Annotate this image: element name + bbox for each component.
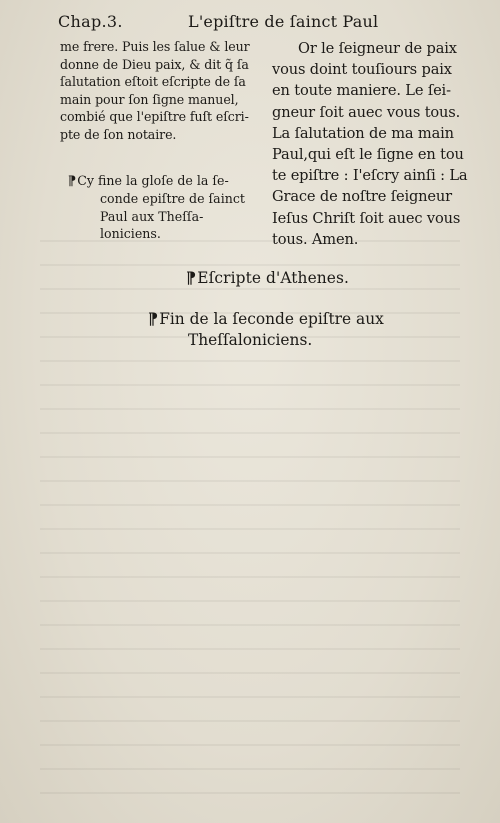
colophon-escripte — [186, 268, 349, 287]
fin-text: Fin de la ſeconde epiſtre aux — [159, 310, 384, 328]
gloss-end-text: Cy fine la gloſe de la ſe- — [77, 173, 229, 188]
text-line: La ſalutation de ma main — [272, 124, 454, 142]
gloss-line: ſalutation eſtoit eſcripte de ſa — [60, 74, 246, 90]
text-line: Paul,qui eſt le ſigne en tou — [272, 146, 464, 164]
colophon-fin — [148, 308, 408, 351]
chapter-label: Chap.3. — [58, 12, 123, 31]
running-head — [58, 10, 478, 38]
text-line: Ieſus Chriſt ſoit auec vous — [272, 209, 461, 227]
text-line: en toute maniere. Le ſei- — [272, 82, 451, 100]
pilcrow-icon: ¶ — [148, 309, 159, 328]
gloss-line: donne de Dieu paix, & dit q̃ ſa — [60, 56, 249, 72]
gloss-end-line — [70, 172, 260, 190]
fin-line — [148, 308, 408, 330]
running-title: L'epiſtre de ſainct Paul — [188, 12, 379, 31]
gloss-end-line: loniciens. — [100, 226, 161, 242]
text-line: Or le ſeigneur de paix — [298, 40, 457, 57]
fin-line: Theſſaloniciens. — [188, 331, 313, 349]
text-line: vous doint touſiours paix — [272, 61, 452, 79]
gloss-end-line: Paul aux Theſſa- — [100, 208, 204, 224]
pilcrow-icon: ¶ — [70, 174, 77, 189]
text-line: tous. Amen. — [272, 230, 359, 248]
gloss-line: pte de ſon notaire. — [60, 126, 177, 142]
gloss-line: combié que l'epiſtre fuſt eſcri- — [60, 109, 249, 125]
text-line: te epiſtre : I'eſcry ainſi : La — [272, 167, 468, 185]
gloss-end-line: conde epiſtre de ſainct — [100, 191, 245, 207]
pilcrow-icon: ¶ — [186, 268, 197, 287]
gloss-paragraph — [60, 38, 265, 144]
escripte-text: Eſcripte d'Athenes. — [197, 269, 349, 287]
gloss-line: main pour ſon ſigne manuel, — [60, 91, 239, 107]
gloss-line: me frere. Puis les ſalue & leur — [60, 39, 250, 54]
gloss-end-note — [70, 172, 260, 243]
text-column — [272, 38, 484, 250]
gloss-column — [60, 38, 265, 144]
text-line: Grace de noſtre ſeigneur — [272, 188, 452, 206]
text-line: gneur ſoit auec vous tous. — [272, 103, 461, 121]
